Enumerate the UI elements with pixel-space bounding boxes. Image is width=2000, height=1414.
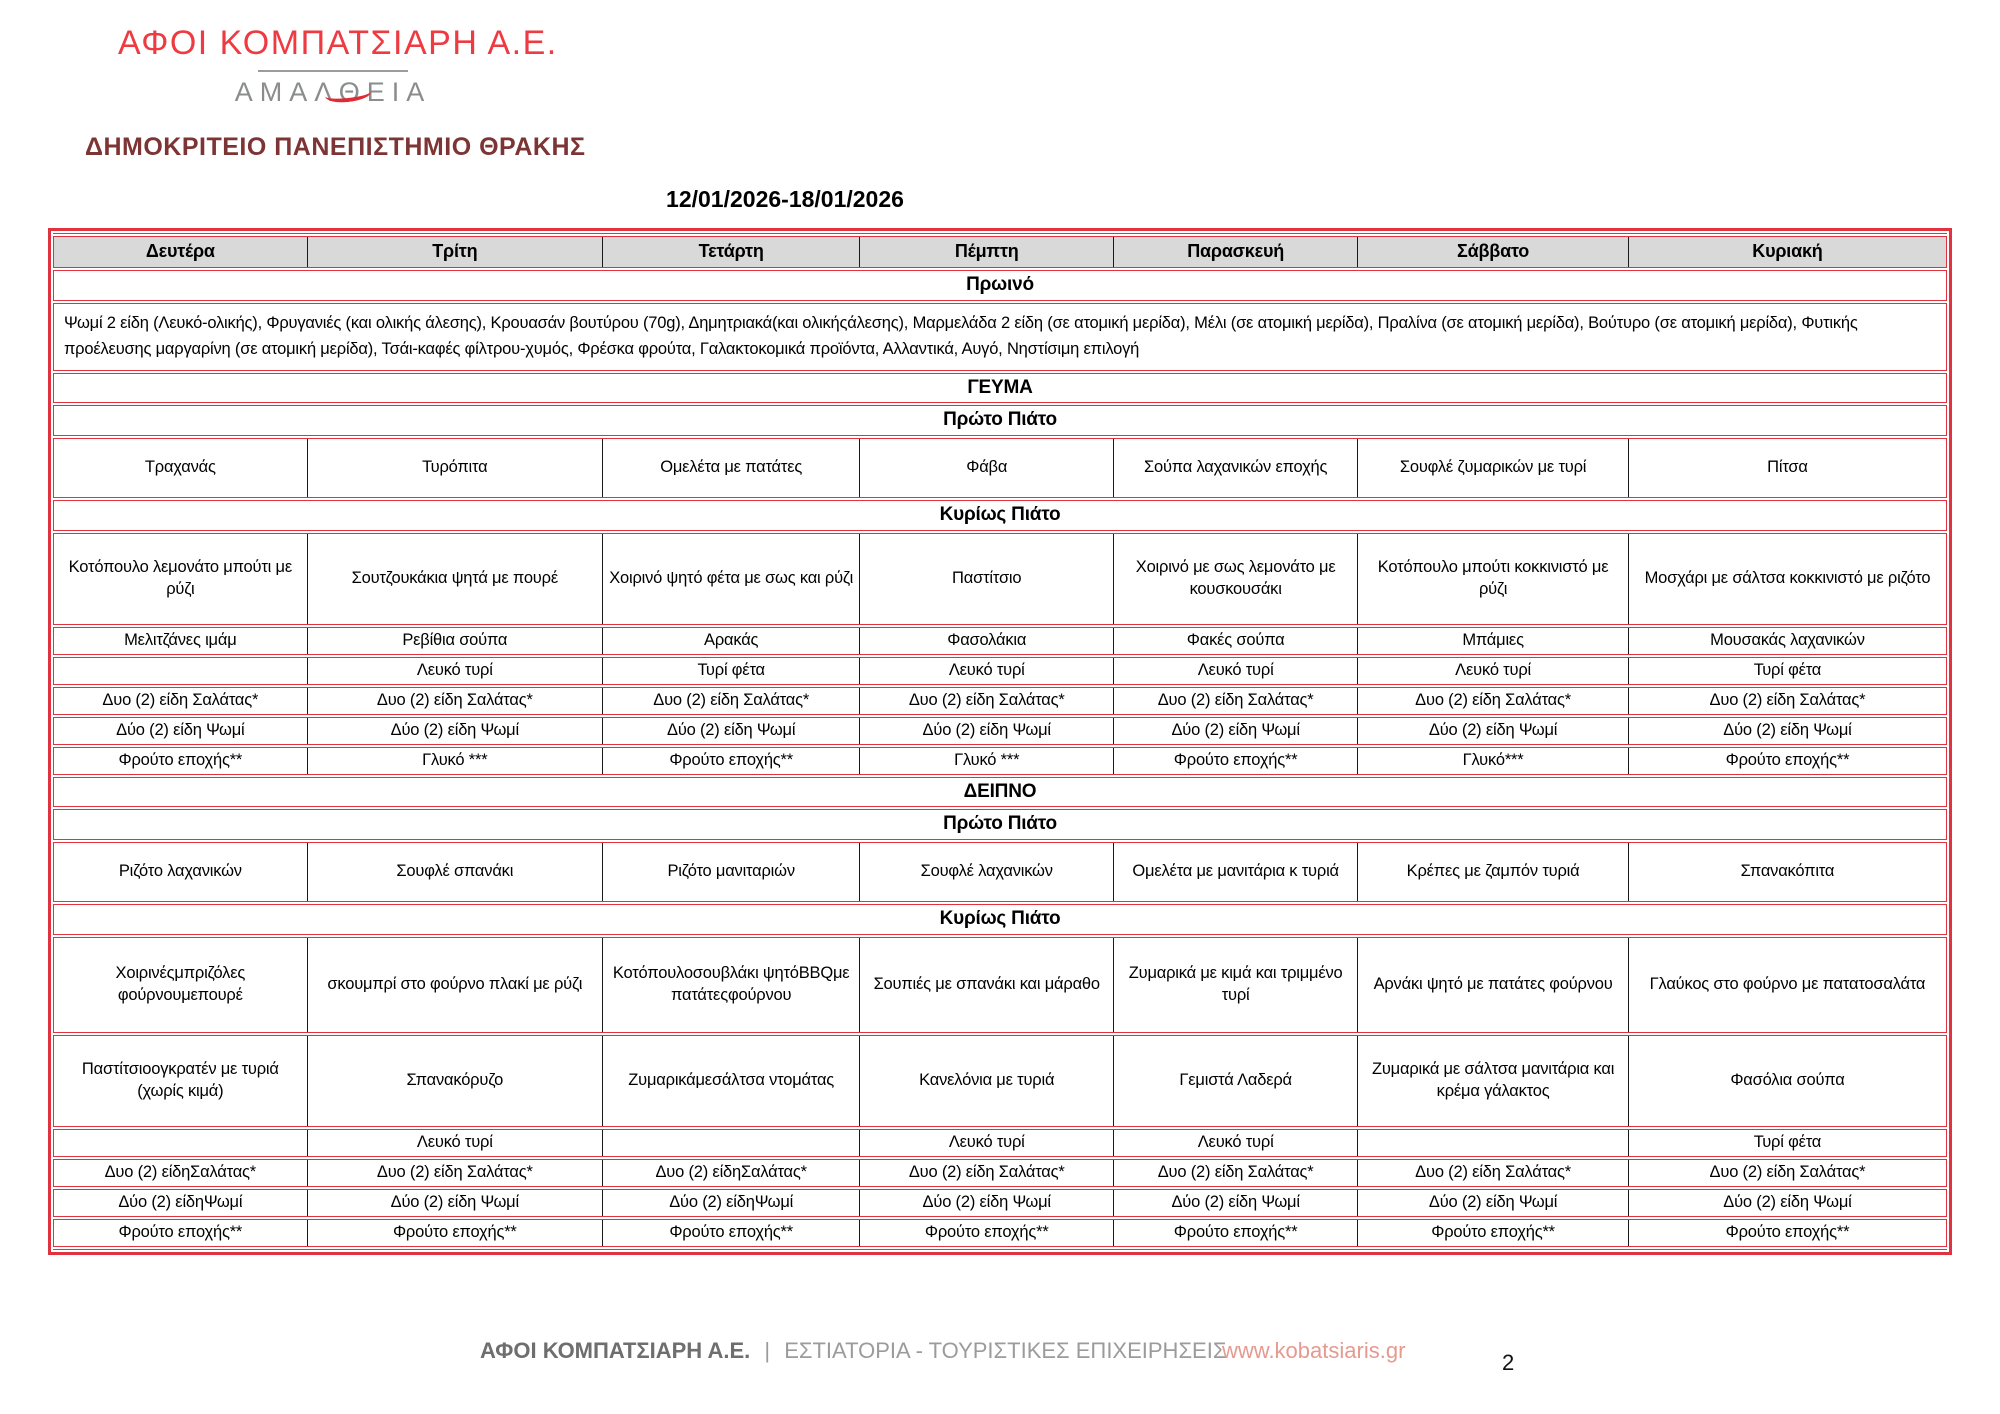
sub-brand-text: ΑΜΑΛΘΕΙΑ (234, 77, 432, 107)
dinner-fruit-row (54, 1218, 1947, 1248)
day-header: Πέμπτη (860, 235, 1114, 269)
menu-cell: Φρούτο εποχής** (1114, 1218, 1358, 1248)
menu-cell: Λευκό τυρί (307, 1128, 602, 1158)
menu-cell: Χοιρινέςμπριζόλες φούρνουμεπουρέ (54, 936, 308, 1034)
menu-cell: Ζυμαρικά με κιμά και τριμμένο τυρί (1114, 936, 1358, 1034)
menu-cell: Φρούτο εποχής** (54, 1218, 308, 1248)
dinner-first-course-label: Πρώτο Πιάτο (54, 808, 1947, 841)
menu-cell: Μοσχάρι με σάλτσα κοκκινιστό με ριζότο (1628, 532, 1946, 626)
dinner-salad-row (54, 1158, 1947, 1188)
menu-cell: Παστίτσιο (860, 532, 1114, 626)
page-number: 2 (1502, 1350, 1515, 1375)
menu-cell: Δύο (2) είδη Ψωμί (1358, 1188, 1629, 1218)
company-logo (118, 24, 558, 108)
menu-cell: Παστίτσιοογκρατέν με τυριά (χωρίς κιμά) (54, 1034, 308, 1128)
lunch-first-course-label-row (54, 404, 1947, 437)
menu-cell: Μπάμιες (1358, 626, 1629, 656)
lunch-main-course-label-row (54, 499, 1947, 532)
menu-cell: Φρούτο εποχής** (1628, 1218, 1946, 1248)
section-title-breakfast: Πρωινό (54, 269, 1947, 302)
menu-cell: Μουσακάς λαχανικών (1628, 626, 1946, 656)
day-header-row (54, 235, 1947, 269)
menu-cell: Δυο (2) είδη Σαλάτας* (602, 686, 859, 716)
footer-company-name: ΑΦΟΙ ΚΟΜΠΑΤΣΙΑΡΗ Α.Ε. (480, 1338, 751, 1363)
menu-cell (54, 656, 308, 686)
menu-cell: Τυρί φέτα (602, 656, 859, 686)
menu-cell: Κανελόνια με τυριά (860, 1034, 1114, 1128)
menu-cell: Δύο (2) είδηΨωμί (602, 1188, 859, 1218)
menu-cell: Φρούτο εποχής** (1628, 746, 1946, 776)
dinner-cheese-row (54, 1128, 1947, 1158)
menu-cell: Ζυμαρικάμεσάλτσα ντομάτας (602, 1034, 859, 1128)
menu-table-frame (48, 228, 1952, 1255)
menu-cell: Λευκό τυρί (1358, 656, 1629, 686)
menu-cell: Δυο (2) είδη Σαλάτας* (860, 1158, 1114, 1188)
lunch-vegetarian-row (54, 626, 1947, 656)
menu-cell: Κρέπες με ζαμπόν τυριά (1358, 841, 1629, 903)
menu-cell: Σουφλέ ζυμαρικών με τυρί (1358, 437, 1629, 499)
menu-cell: Σούπα λαχανικών εποχής (1114, 437, 1358, 499)
menu-cell: Γλαύκος στο φούρνο με πατατοσαλάτα (1628, 936, 1946, 1034)
day-header: Τρίτη (307, 235, 602, 269)
company-name: ΑΦΟΙ ΚΟΜΠΑΤΣΙΑΡΗ Α.Ε. (118, 24, 558, 62)
menu-cell: Φάβα (860, 437, 1114, 499)
menu-cell: Λευκό τυρί (1114, 1128, 1358, 1158)
footer-website-link[interactable]: www.kobatsiaris.gr (1222, 1338, 1406, 1363)
logo-divider (258, 70, 408, 72)
menu-cell: Χοιρινό με σως λεμονάτο με κουσκουσάκι (1114, 532, 1358, 626)
menu-cell: Κοτόπουλοσουβλάκι ψητόBBQμε πατάτεςφούρνου (602, 936, 859, 1034)
menu-cell: Ζυμαρικά με σάλτσα μανιτάρια και κρέμα γάλακτος (1358, 1034, 1629, 1128)
menu-cell: Δύο (2) είδη Ψωμί (1358, 716, 1629, 746)
menu-cell: Τραχανάς (54, 437, 308, 499)
lunch-dessert-row (54, 746, 1947, 776)
day-header: Δευτέρα (54, 235, 308, 269)
menu-cell: Δυο (2) είδη Σαλάτας* (1114, 1158, 1358, 1188)
client-title: ΔΗΜΟΚΡΙΤΕΙΟ ΠΑΝΕΠΙΣΤΗΜΙΟ ΘΡΑΚΗΣ (85, 133, 586, 161)
footer-company-line (480, 1338, 1226, 1364)
menu-cell: Γλυκό *** (307, 746, 602, 776)
lunch-first-course-label: Πρώτο Πιάτο (54, 404, 1947, 437)
menu-cell: Ριζότο λαχανικών (54, 841, 308, 903)
menu-cell: Δύο (2) είδη Ψωμί (1114, 716, 1358, 746)
menu-cell: Φασολάκια (860, 626, 1114, 656)
dinner-first-course-label-row (54, 808, 1947, 841)
section-title-lunch: ΓΕΥΜΑ (54, 372, 1947, 405)
breakfast-section-row (54, 269, 1947, 302)
menu-cell: Σουφλέ σπανάκι (307, 841, 602, 903)
lunch-cheese-row (54, 656, 1947, 686)
menu-cell: Δύο (2) είδηΨωμί (54, 1188, 308, 1218)
menu-cell: Χοιρινό ψητό φέτα με σως και ρύζι (602, 532, 859, 626)
menu-cell: Λευκό τυρί (307, 656, 602, 686)
menu-cell: Σουτζουκάκια ψητά με πουρέ (307, 532, 602, 626)
menu-cell: Λευκό τυρί (1114, 656, 1358, 686)
menu-cell: Δυο (2) είδη Σαλάτας* (1628, 1158, 1946, 1188)
menu-cell (1358, 1128, 1629, 1158)
menu-cell: Γλυκό *** (860, 746, 1114, 776)
menu-cell: Λευκό τυρί (860, 1128, 1114, 1158)
menu-cell: Ριζότο μανιταριών (602, 841, 859, 903)
menu-cell: Δυο (2) είδηΣαλάτας* (54, 1158, 308, 1188)
menu-cell: Δύο (2) είδη Ψωμί (860, 716, 1114, 746)
menu-cell: Δύο (2) είδη Ψωμί (54, 716, 308, 746)
menu-cell: Σπανακόρυζο (307, 1034, 602, 1128)
menu-cell: Λευκό τυρί (860, 656, 1114, 686)
dinner-main-course-row (54, 936, 1947, 1034)
dinner-first-course-row (54, 841, 1947, 903)
menu-cell: Δυο (2) είδη Σαλάτας* (1358, 1158, 1629, 1188)
menu-cell: Φακές σούπα (1114, 626, 1358, 656)
menu-cell: Δυο (2) είδη Σαλάτας* (1358, 686, 1629, 716)
breakfast-items-text: Ψωμί 2 είδη (Λευκό-ολικής), Φρυγανιές (και ολικής άλεσης), Κρουασάν βουτύρου (70g), Δημητριακά(και ολικήςάλεσης), Μαρμελάδα 2 είδη (σε ατομική μερίδα), Μέλι (σε ατομική μερίδα), Πραλίνα (σε ατομική μερίδα), Βούτυρο (σε ατομική μερίδα), Φυτικής προέλευσης μαργαρίνη (σε ατομική μερίδα), Τσάι-καφές φίλτρου-χυμός, Φρέσκα φρούτα, Γαλακτοκομικά προϊόντα, Αλλαντικά, Αυγό, Νηστίσιμη επιλογή (54, 302, 1947, 372)
dinner-second-course-row (54, 1034, 1947, 1128)
sub-brand-name (235, 77, 432, 108)
menu-cell: Τυρί φέτα (1628, 1128, 1946, 1158)
menu-cell: Γλυκό*** (1358, 746, 1629, 776)
footer-divider: | (764, 1338, 771, 1363)
menu-cell: Φρούτο εποχής** (860, 1218, 1114, 1248)
menu-cell: Δυο (2) είδη Σαλάτας* (307, 1158, 602, 1188)
section-title-dinner: ΔΕΙΠΝΟ (54, 776, 1947, 809)
lunch-main-course-row (54, 532, 1947, 626)
menu-cell (602, 1128, 859, 1158)
menu-cell: Μελιτζάνες ιμάμ (54, 626, 308, 656)
menu-cell: Δύο (2) είδη Ψωμί (860, 1188, 1114, 1218)
menu-cell: Φρούτο εποχής** (602, 746, 859, 776)
menu-cell: Δύο (2) είδη Ψωμί (1628, 716, 1946, 746)
breakfast-items-row (54, 302, 1947, 372)
menu-cell: Φρούτο εποχής** (602, 1218, 859, 1248)
menu-cell: σκουμπρί στο φούρνο πλακί με ρύζι (307, 936, 602, 1034)
footer-tagline: ΕΣΤΙΑΤΟΡΙΑ - ΤΟΥΡΙΣΤΙΚΕΣ ΕΠΙΧΕΙΡΗΣΕΙΣ (784, 1338, 1227, 1363)
day-header: Κυριακή (1628, 235, 1946, 269)
menu-cell: Ρεβίθια σούπα (307, 626, 602, 656)
lunch-salad-row (54, 686, 1947, 716)
menu-cell: Δύο (2) είδη Ψωμί (1114, 1188, 1358, 1218)
menu-cell: Αρακάς (602, 626, 859, 656)
menu-cell: Φρούτο εποχής** (1358, 1218, 1629, 1248)
menu-cell (54, 1128, 308, 1158)
menu-cell: Φασόλια σούπα (1628, 1034, 1946, 1128)
menu-cell: Δυο (2) είδη Σαλάτας* (860, 686, 1114, 716)
dinner-main-course-label-row (54, 903, 1947, 936)
week-date-range: 12/01/2026-18/01/2026 (666, 186, 904, 212)
menu-cell: Τυρί φέτα (1628, 656, 1946, 686)
menu-cell: Φρούτο εποχής** (54, 746, 308, 776)
menu-cell: Δυο (2) είδη Σαλάτας* (54, 686, 308, 716)
lunch-first-course-row (54, 437, 1947, 499)
day-header: Τετάρτη (602, 235, 859, 269)
menu-cell: Δύο (2) είδη Ψωμί (307, 1188, 602, 1218)
menu-cell: Δυο (2) είδη Σαλάτας* (1628, 686, 1946, 716)
lunch-section-row (54, 372, 1947, 405)
menu-cell: Φρούτο εποχής** (307, 1218, 602, 1248)
menu-cell: Δυο (2) είδηΣαλάτας* (602, 1158, 859, 1188)
day-header: Παρασκευή (1114, 235, 1358, 269)
dinner-main-course-label: Κυρίως Πιάτο (54, 903, 1947, 936)
menu-cell: Δύο (2) είδη Ψωμί (1628, 1188, 1946, 1218)
menu-cell: Σουπιές με σπανάκι και μάραθο (860, 936, 1114, 1034)
menu-cell: Σουφλέ λαχανικών (860, 841, 1114, 903)
menu-cell: Δυο (2) είδη Σαλάτας* (1114, 686, 1358, 716)
menu-cell: Αρνάκι ψητό με πατάτες φούρνου (1358, 936, 1629, 1034)
lunch-bread-row (54, 716, 1947, 746)
menu-cell: Τυρόπιτα (307, 437, 602, 499)
menu-cell: Δυο (2) είδη Σαλάτας* (307, 686, 602, 716)
menu-cell: Κοτόπουλο λεμονάτο μπούτι με ρύζι (54, 532, 308, 626)
menu-cell: Δύο (2) είδη Ψωμί (602, 716, 859, 746)
menu-cell: Πίτσα (1628, 437, 1946, 499)
menu-cell: Ομελέτα με πατάτες (602, 437, 859, 499)
menu-cell: Δύο (2) είδη Ψωμί (307, 716, 602, 746)
dinner-bread-row (54, 1188, 1947, 1218)
menu-cell: Κοτόπουλο μπούτι κοκκινιστό με ρύζι (1358, 532, 1629, 626)
menu-cell: Ομελέτα με μανιτάρια κ τυριά (1114, 841, 1358, 903)
weekly-menu-table (53, 233, 1947, 1250)
dinner-section-row (54, 776, 1947, 809)
menu-cell: Σπανακόπιτα (1628, 841, 1946, 903)
menu-cell: Φρούτο εποχής** (1114, 746, 1358, 776)
day-header: Σάββατο (1358, 235, 1629, 269)
lunch-main-course-label: Κυρίως Πιάτο (54, 499, 1947, 532)
menu-cell: Γεμιστά Λαδερά (1114, 1034, 1358, 1128)
